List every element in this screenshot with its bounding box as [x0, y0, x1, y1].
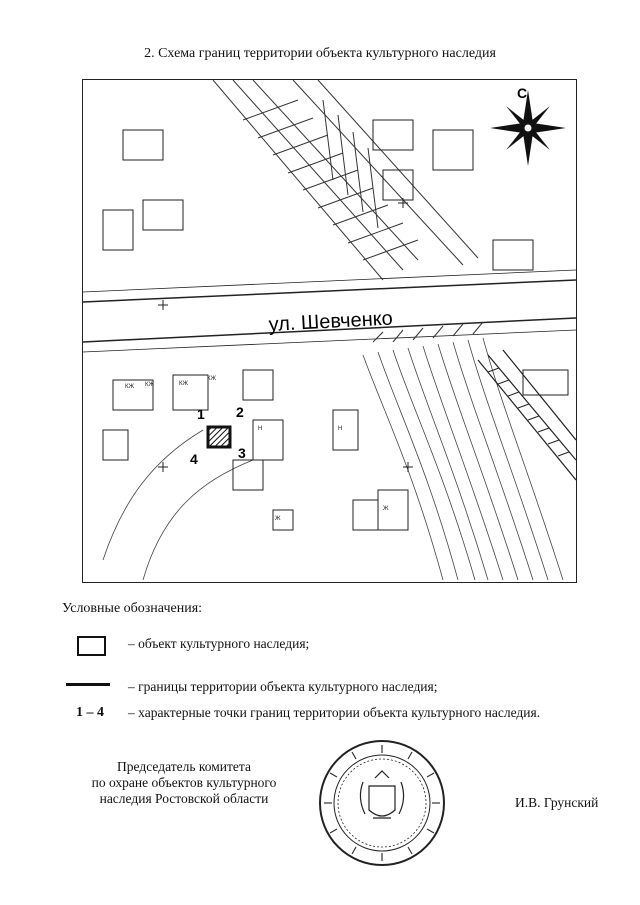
street-label: ул. Шевченко [268, 307, 394, 336]
house-label: КЖ [179, 381, 189, 387]
position-line: Председатель комитета [117, 759, 251, 774]
coat-of-arms [360, 771, 403, 818]
boundary-point-2: 2 [236, 404, 244, 420]
heritage-object-symbol [77, 636, 106, 656]
house-label: КЖ [145, 382, 155, 388]
compass-label: С [517, 85, 528, 101]
legend-item-object: – объект культурного наследия; [128, 636, 310, 651]
signatory-position [84, 759, 284, 807]
compass-rose [490, 90, 566, 166]
position-line: по охране объектов культурного [91, 775, 277, 790]
position-line: наследия Ростовской области [99, 791, 269, 806]
house-label: КЖ [125, 384, 135, 390]
page-title: 2. Схема границ территории объекта культурного наследия [144, 46, 496, 61]
points-range-symbol: 1 – 4 [76, 705, 104, 720]
legend-item-boundary: – границы территории объекта культурного наследия; [128, 679, 438, 694]
road-hatch [243, 100, 418, 260]
boundary-point-4: 4 [190, 451, 198, 467]
legend-item-points: – характерные точки границ территории объекта культурного наследия. [128, 705, 541, 720]
map-figure [82, 79, 577, 583]
house-label: КЖ [207, 376, 217, 382]
heritage-object [208, 427, 230, 447]
house-label: Ж [275, 516, 281, 522]
boundary-point-1: 1 [197, 406, 205, 422]
official-seal [317, 738, 447, 868]
house-label: Н [338, 426, 343, 432]
contour-lines [103, 338, 563, 580]
boundary-point-3: 3 [238, 445, 246, 461]
house-label: Н [258, 426, 263, 432]
diagonal-road [213, 80, 478, 280]
boundary-line-symbol [66, 683, 110, 686]
signatory-name: И.В. Грунский [515, 795, 599, 810]
house-label: Ж [383, 506, 389, 512]
legend-heading: Условные обозначения: [62, 601, 203, 616]
